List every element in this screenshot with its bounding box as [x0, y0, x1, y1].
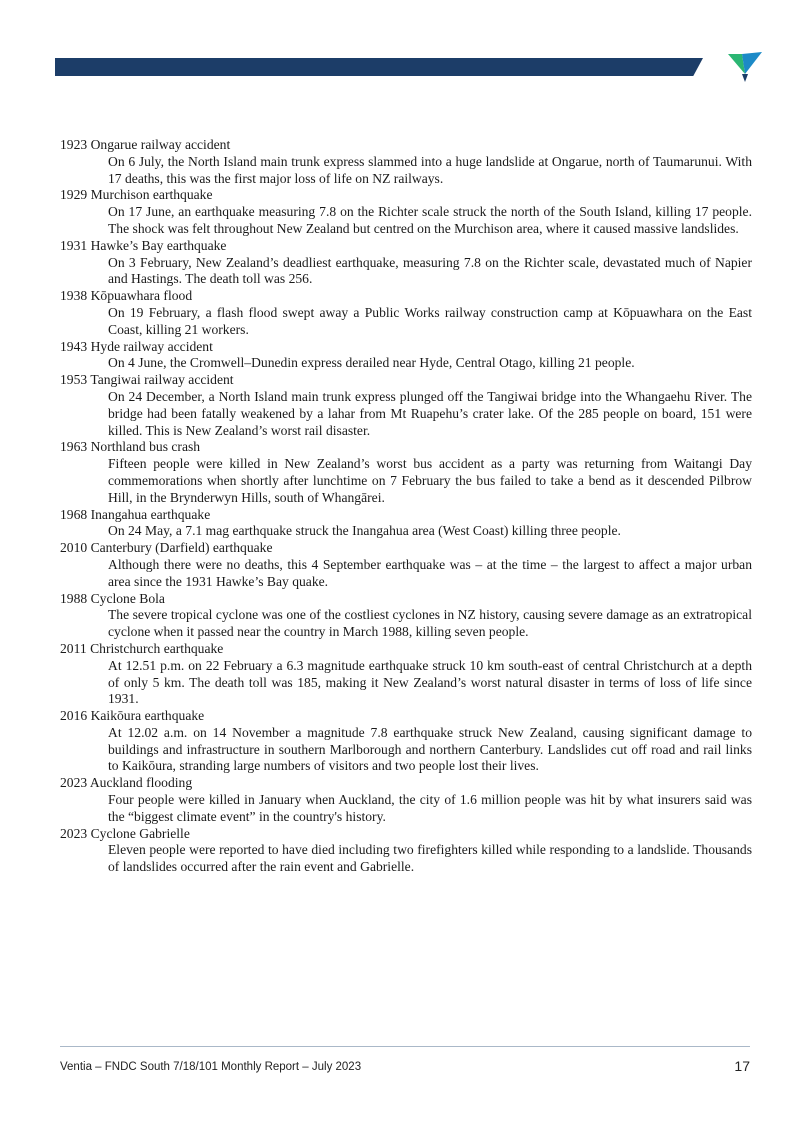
entry-description: On 24 May, a 7.1 mag earthquake struck the Inangahua area (West Coast) killing three people.	[108, 523, 621, 539]
entry-description: At 12.02 a.m. on 14 November a magnitude 7.8 earthquake struck New Zealand, causing significant damage to buildings and infrastructure in southern Marlborough and northern Canterbury. Landslides cut off road and rail links to Kaikōura, stranding large numbers of visitors and two people lost their lives.	[108, 724, 752, 774]
entry-title: 1953 Tangiwai railway accident	[60, 372, 234, 388]
entry-description: On 6 July, the North Island main trunk express slammed into a huge landslide at Ongarue, north of Taumarunui. With 17 deaths, this was the first major loss of life on NZ railways.	[108, 153, 752, 186]
entry-description: Four people were killed in January when Auckland, the city of 1.6 million people was hit by what insurers said was the “biggest climate event” in the country's history.	[108, 792, 752, 824]
entry-title: 1943 Hyde railway accident	[60, 338, 213, 354]
list-item	[60, 540, 752, 590]
disaster-list	[60, 137, 752, 876]
entry-description: On 17 June, an earthquake measuring 7.8 on the Richter scale struck the north of the South Island, killing 17 people. The shock was felt throughout New Zealand but centred on the Murchison area, where it caused massive landslides.	[108, 204, 752, 236]
list-item	[60, 826, 752, 876]
page-number: 17	[734, 1058, 750, 1074]
entry-description: The severe tropical cyclone was one of the costliest cyclones in NZ history, causing severe damage as an extratropical cyclone when it passed near the country in March 1988, killing seven people.	[108, 607, 752, 640]
entry-title: 2010 Canterbury (Darfield) earthquake	[60, 540, 273, 556]
entry-description: Fifteen people were killed in New Zealand’s worst bus accident as a party was returning from Waitangi Day commemorations when shortly after lunchtime on 7 February the bus failed to take a bend as it descended Pilbrow Hill, in the Brynderwyn Hills, south of Whangārei.	[108, 456, 752, 505]
header-bar	[55, 58, 703, 76]
list-item	[60, 238, 752, 288]
entry-title: 2016 Kaikōura earthquake	[60, 708, 205, 724]
entry-description: On 4 June, the Cromwell–Dunedin express derailed near Hyde, Central Otago, killing 21 people.	[108, 355, 635, 371]
entry-title: 1938 Kōpuawhara flood	[60, 288, 193, 304]
entry-description: On 3 February, New Zealand’s deadliest earthquake, measuring 7.8 on the Richter scale, devastated much of Napier and Hastings. The death toll was 256.	[108, 254, 752, 287]
list-item	[60, 708, 752, 775]
entry-title: 1988 Cyclone Bola	[60, 590, 165, 606]
list-item	[60, 439, 752, 506]
entry-description: On 19 February, a flash flood swept away a Public Works railway construction camp at Kōpuawhara on the East Coast, killing 21 workers.	[108, 304, 752, 337]
list-item	[60, 591, 752, 641]
list-item	[60, 288, 752, 338]
list-item	[60, 372, 752, 439]
entry-title: 1963 Northland bus crash	[60, 439, 201, 455]
entry-title: 2023 Cyclone Gabrielle	[60, 825, 190, 841]
list-item	[60, 339, 752, 373]
entry-title: 2011 Christchurch earthquake	[60, 640, 224, 656]
list-item	[60, 775, 752, 825]
list-item	[60, 187, 752, 237]
entry-description: On 24 December, a North Island main trunk express plunged off the Tangiwai bridge into the Whangaehu River. The bridge had been fatally weakened by a lahar from Mt Ruapehu’s crater lake. Of the 285 people on board, 151 were killed. This is New Zealand’s worst rail disaster.	[108, 388, 752, 438]
entry-title: 1968 Inangahua earthquake	[60, 506, 211, 522]
footer-text: Ventia – FNDC South 7/18/101 Monthly Report – July 2023	[60, 1061, 362, 1073]
list-item	[60, 507, 752, 541]
entry-title: 1931 Hawke’s Bay earthquake	[60, 237, 227, 253]
entry-title: 2023 Auckland flooding	[60, 775, 193, 791]
entry-description: Eleven people were reported to have died including two firefighters killed while responding to a landslide. Thousands of landslides occurred after the rain event and Gabrielle.	[108, 842, 752, 875]
ventia-logo-icon	[728, 50, 762, 82]
footer-divider	[60, 1046, 750, 1047]
entry-title: 1923 Ongarue railway accident	[60, 137, 231, 152]
entry-description: Although there were no deaths, this 4 September earthquake was – at the time – the largest to affect a major urban area since the 1931 Hawke’s Bay quake.	[108, 556, 752, 589]
list-item	[60, 137, 752, 187]
list-item	[60, 641, 752, 708]
entry-description: At 12.51 p.m. on 22 February a 6.3 magnitude earthquake struck 10 km south-east of central Christchurch at a depth of only 5 km. The death toll was 185, making it New Zealand’s worst natural disaster in terms of loss of life since 1931.	[108, 657, 752, 707]
entry-title: 1929 Murchison earthquake	[60, 187, 213, 203]
